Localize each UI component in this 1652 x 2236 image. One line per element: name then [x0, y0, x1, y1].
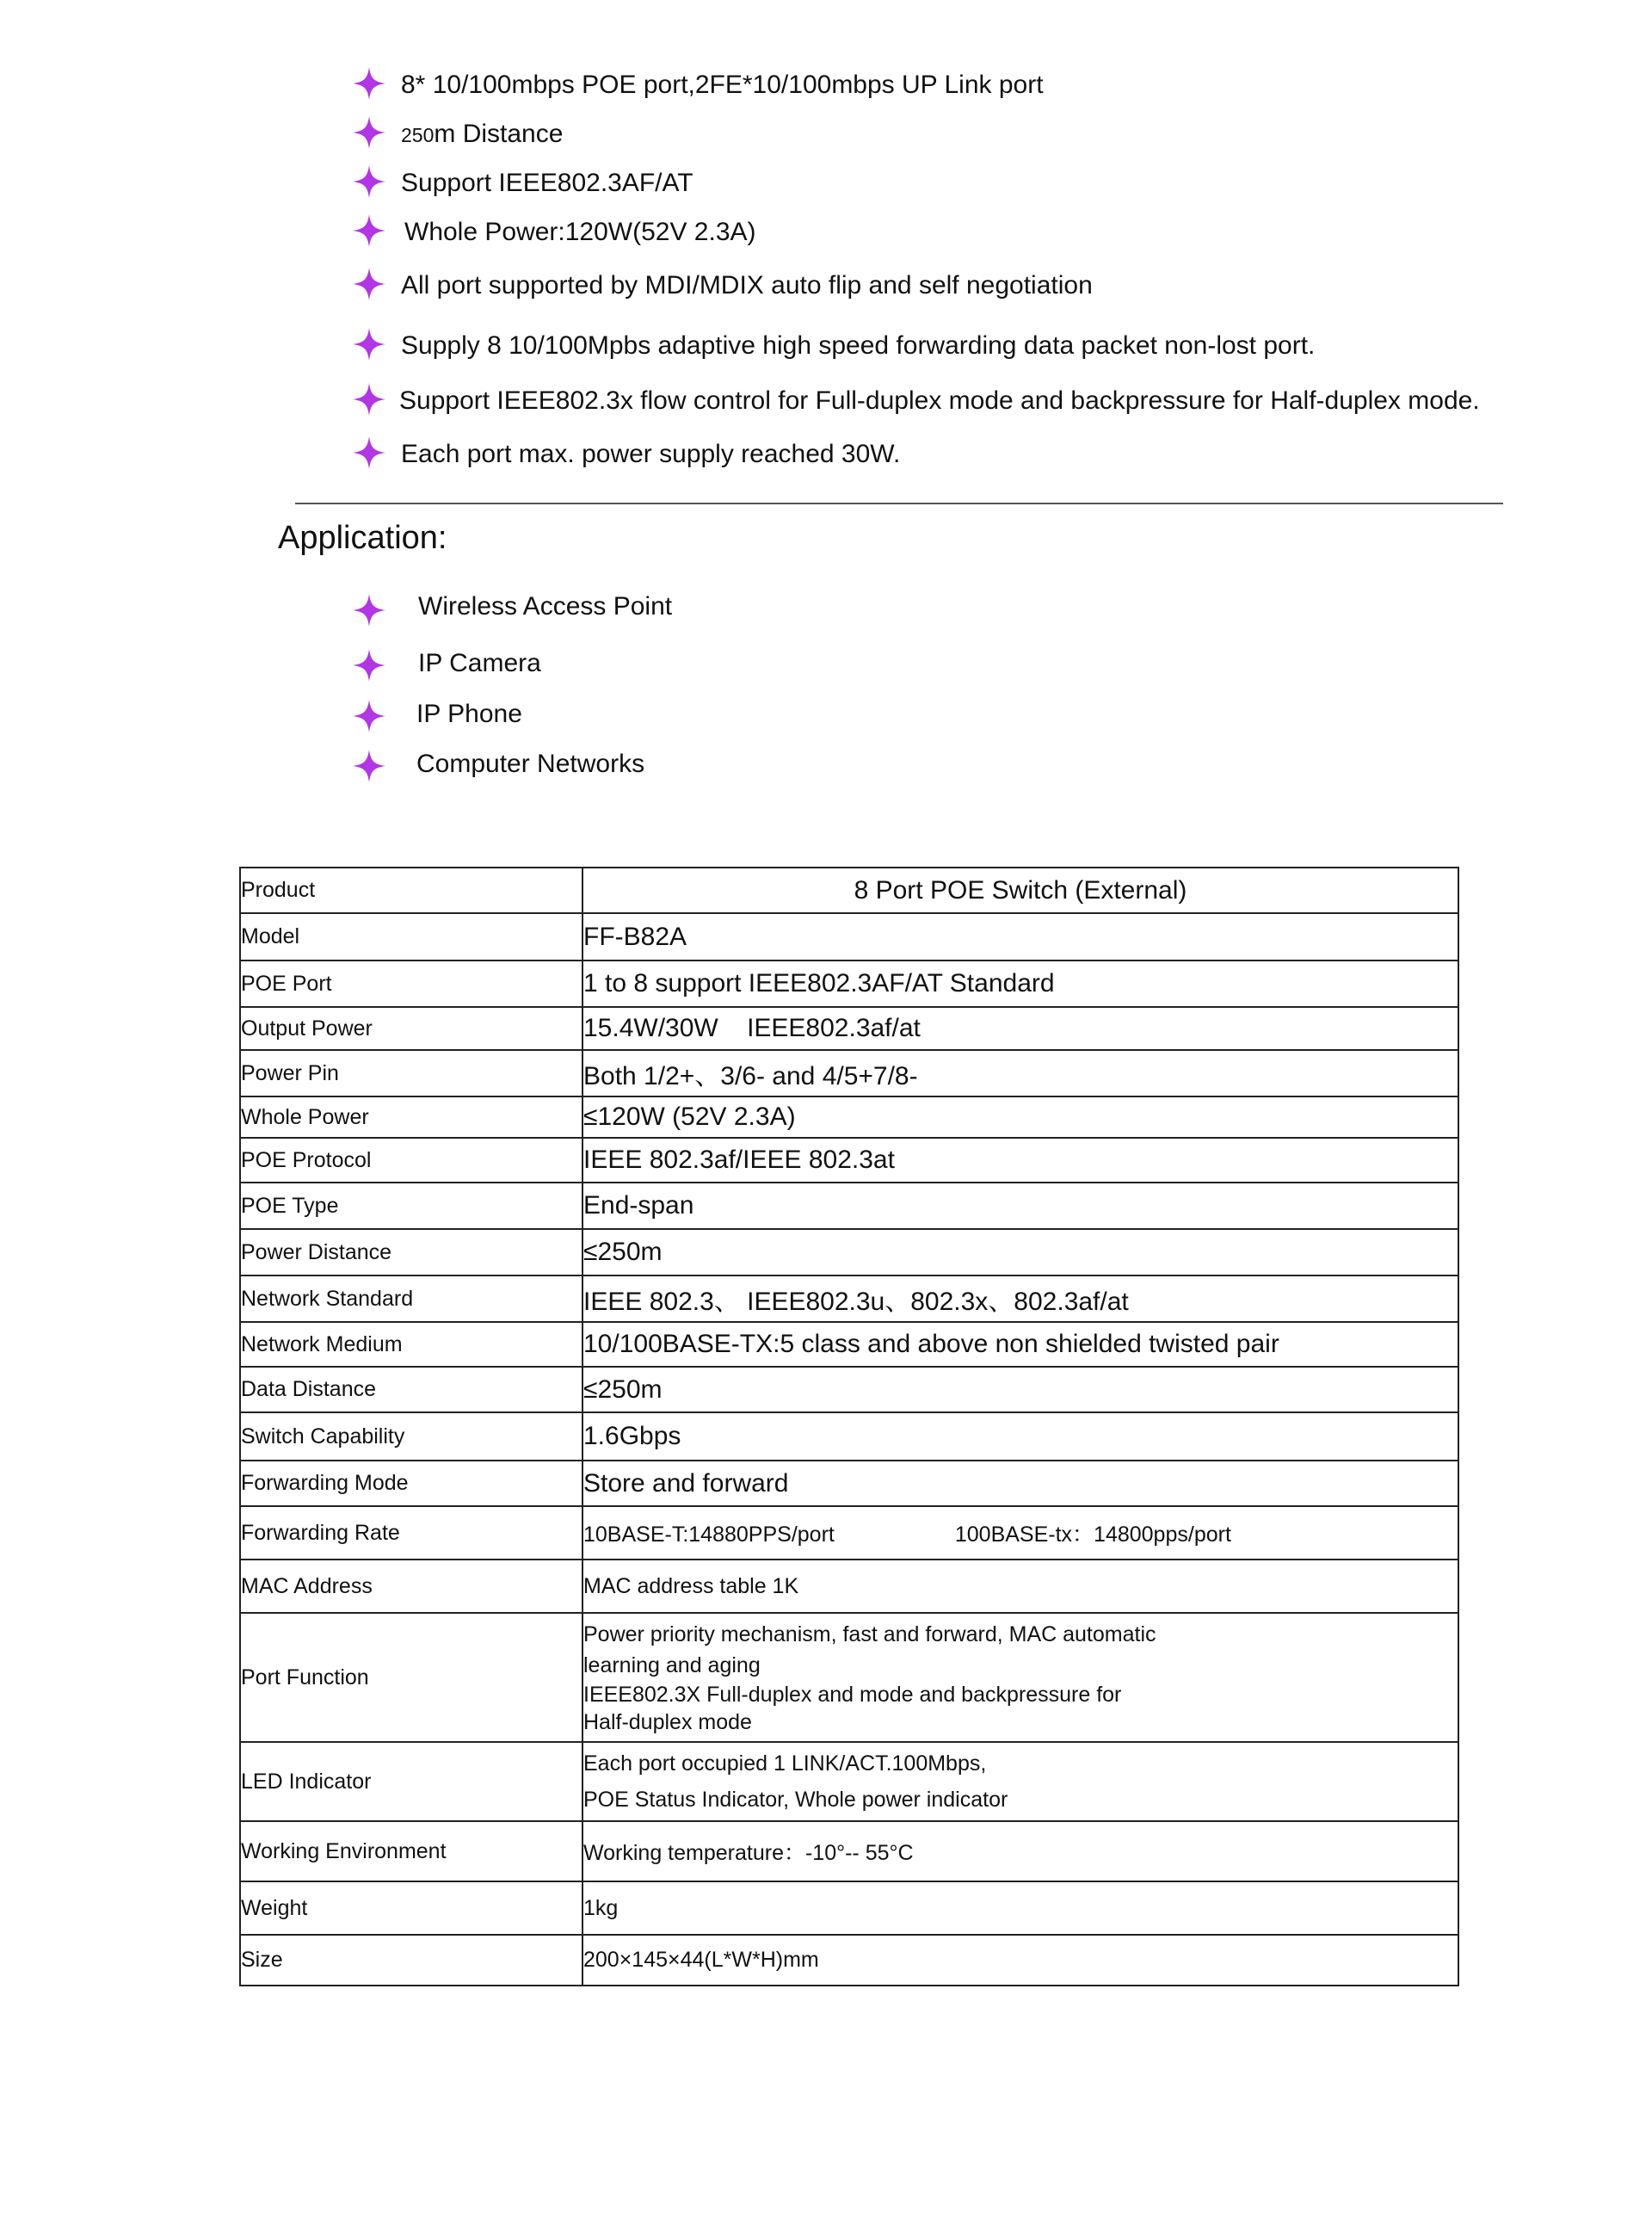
- feature-text: Support IEEE802.3x flow control for Full-duplex mode and backpressure for Half-duplex mode.: [399, 386, 1480, 415]
- spec-value: Working temperature：-10°-- 55°C: [583, 1821, 1458, 1881]
- application-text: Computer Networks: [416, 750, 645, 778]
- feature-item: [353, 328, 1600, 383]
- feature-text: Whole Power:120W(52V 2.3A): [404, 218, 756, 246]
- section-divider: [295, 503, 1503, 504]
- spec-value: [583, 1613, 1458, 1742]
- table-row: [240, 913, 1458, 960]
- feature-item: [353, 116, 1600, 165]
- table-row: [240, 960, 1458, 1007]
- table-row: [240, 1613, 1458, 1742]
- feature-text: [401, 120, 563, 149]
- spec-value: Store and forward: [583, 1461, 1458, 1506]
- port-function-line: learning and aging: [583, 1653, 761, 1677]
- purple-star-icon: [353, 383, 385, 416]
- spec-value: IEEE 802.3、 IEEE802.3u、802.3x、802.3af/at: [583, 1276, 1458, 1322]
- table-row: [240, 1183, 1458, 1229]
- spec-value: Both 1/2+、3/6- and 4/5+7/8-: [583, 1050, 1458, 1096]
- purple-star-icon: [353, 700, 385, 732]
- spec-value: 15.4W/30W IEEE802.3af/at: [583, 1007, 1458, 1050]
- table-row: [240, 1412, 1458, 1461]
- spec-label: Network Medium: [240, 1322, 583, 1367]
- feature-item: [353, 268, 1600, 328]
- forwarding-rate-10: 10BASE-T:14880PPS/port: [583, 1523, 835, 1547]
- feature-item: [353, 67, 1600, 116]
- table-row: [240, 1560, 1458, 1613]
- spec-label: Product: [240, 868, 583, 913]
- spec-label: Power Pin: [240, 1050, 583, 1096]
- spec-label: POE Protocol: [240, 1138, 583, 1183]
- table-row: [240, 1881, 1458, 1935]
- spec-value: End-span: [583, 1183, 1458, 1229]
- purple-star-icon: [353, 116, 385, 149]
- spec-label: POE Type: [240, 1183, 583, 1229]
- spec-value: ≤250m: [583, 1229, 1458, 1276]
- feature-item: [353, 214, 1600, 268]
- feature-text: 8* 10/100mbps POE port,2FE*10/100mbps UP Link port: [401, 71, 1044, 99]
- feature-list: [353, 67, 1600, 471]
- purple-star-icon: [353, 165, 385, 198]
- spec-label: Network Standard: [240, 1276, 583, 1322]
- spec-label: Data Distance: [240, 1367, 583, 1412]
- application-text: Wireless Access Point: [418, 592, 673, 621]
- table-row: [240, 1050, 1458, 1096]
- table-row: [240, 1276, 1458, 1322]
- spec-value: 200×145×44(L*W*H)mm: [583, 1935, 1458, 1986]
- spec-value: FF-B82A: [583, 913, 1458, 960]
- spec-label: Working Environment: [240, 1821, 583, 1881]
- feature-text: Support IEEE802.3AF/AT: [401, 169, 693, 197]
- spec-label: Model: [240, 913, 583, 960]
- purple-star-icon: [353, 436, 385, 469]
- spec-value: ≤120W (52V 2.3A): [583, 1096, 1458, 1138]
- feature-item: [353, 383, 1600, 436]
- table-row: [240, 1007, 1458, 1050]
- table-row: [240, 1367, 1458, 1412]
- purple-star-icon: [353, 268, 385, 300]
- application-heading: Application:: [278, 520, 447, 556]
- feature-text: All port supported by MDI/MDIX auto flip and self negotiation: [401, 271, 1093, 300]
- spec-value: MAC address table 1K: [583, 1560, 1458, 1613]
- spec-value: 1.6Gbps: [583, 1412, 1458, 1461]
- table-row: [240, 1096, 1458, 1138]
- application-text: IP Phone: [416, 700, 522, 728]
- spec-label: Size: [240, 1935, 583, 1986]
- purple-star-icon: [353, 214, 385, 247]
- table-row: [240, 1322, 1458, 1367]
- distance-number: 250: [401, 124, 435, 146]
- spec-value: 10/100BASE-TX:5 class and above non shielded twisted pair: [583, 1322, 1458, 1367]
- feature-text: Each port max. power supply reached 30W.: [401, 440, 901, 468]
- port-function-line: IEEE802.3X Full-duplex and mode and backpressure for: [583, 1683, 1122, 1707]
- spec-value: [583, 1742, 1458, 1821]
- spec-label: Forwarding Mode: [240, 1461, 583, 1506]
- spec-label: LED Indicator: [240, 1742, 583, 1821]
- forwarding-rate-100: 100BASE-tx：14800pps/port: [954, 1523, 1231, 1547]
- spec-label: Output Power: [240, 1007, 583, 1050]
- spec-label: Weight: [240, 1881, 583, 1935]
- spec-value: [583, 1506, 1458, 1560]
- table-row: [240, 1138, 1458, 1183]
- feature-item: [353, 165, 1600, 214]
- purple-star-icon: [353, 67, 385, 100]
- spec-label: Port Function: [240, 1613, 583, 1742]
- table-row: [240, 1506, 1458, 1560]
- feature-item: [353, 436, 1600, 471]
- spec-label: Forwarding Rate: [240, 1506, 583, 1560]
- spec-table: [239, 867, 1459, 1986]
- table-row: [240, 1935, 1458, 1986]
- spec-value: 8 Port POE Switch (External): [583, 868, 1458, 913]
- spec-label: Power Distance: [240, 1229, 583, 1276]
- led-indicator-line: Each port occupied 1 LINK/ACT.100Mbps,: [583, 1751, 987, 1776]
- spec-label: MAC Address: [240, 1560, 583, 1613]
- spec-value: IEEE 802.3af/IEEE 802.3at: [583, 1138, 1458, 1183]
- application-text: IP Camera: [418, 649, 541, 677]
- table-row: [240, 1461, 1458, 1506]
- feature-text: Supply 8 10/100Mpbs adaptive high speed forwarding data packet non-lost port.: [401, 331, 1316, 360]
- purple-star-icon: [353, 750, 385, 782]
- spec-label: Switch Capability: [240, 1412, 583, 1461]
- spec-value: 1kg: [583, 1881, 1458, 1935]
- purple-star-icon: [353, 649, 385, 682]
- table-row: [240, 868, 1458, 913]
- spec-value: 1 to 8 support IEEE802.3AF/AT Standard: [583, 960, 1458, 1007]
- spec-label: Whole Power: [240, 1096, 583, 1138]
- port-function-line: Half-duplex mode: [583, 1710, 752, 1734]
- port-function-line: Power priority mechanism, fast and forward, MAC automatic: [583, 1622, 1156, 1646]
- purple-star-icon: [353, 328, 385, 361]
- spec-value: ≤250m: [583, 1367, 1458, 1412]
- distance-text: m Distance: [434, 120, 564, 148]
- spec-label: POE Port: [240, 960, 583, 1007]
- purple-star-icon: [353, 594, 385, 627]
- table-row: [240, 1821, 1458, 1881]
- table-row: [240, 1229, 1458, 1276]
- led-indicator-line: POE Status Indicator, Whole power indicator: [583, 1788, 1008, 1812]
- table-row: [240, 1742, 1458, 1821]
